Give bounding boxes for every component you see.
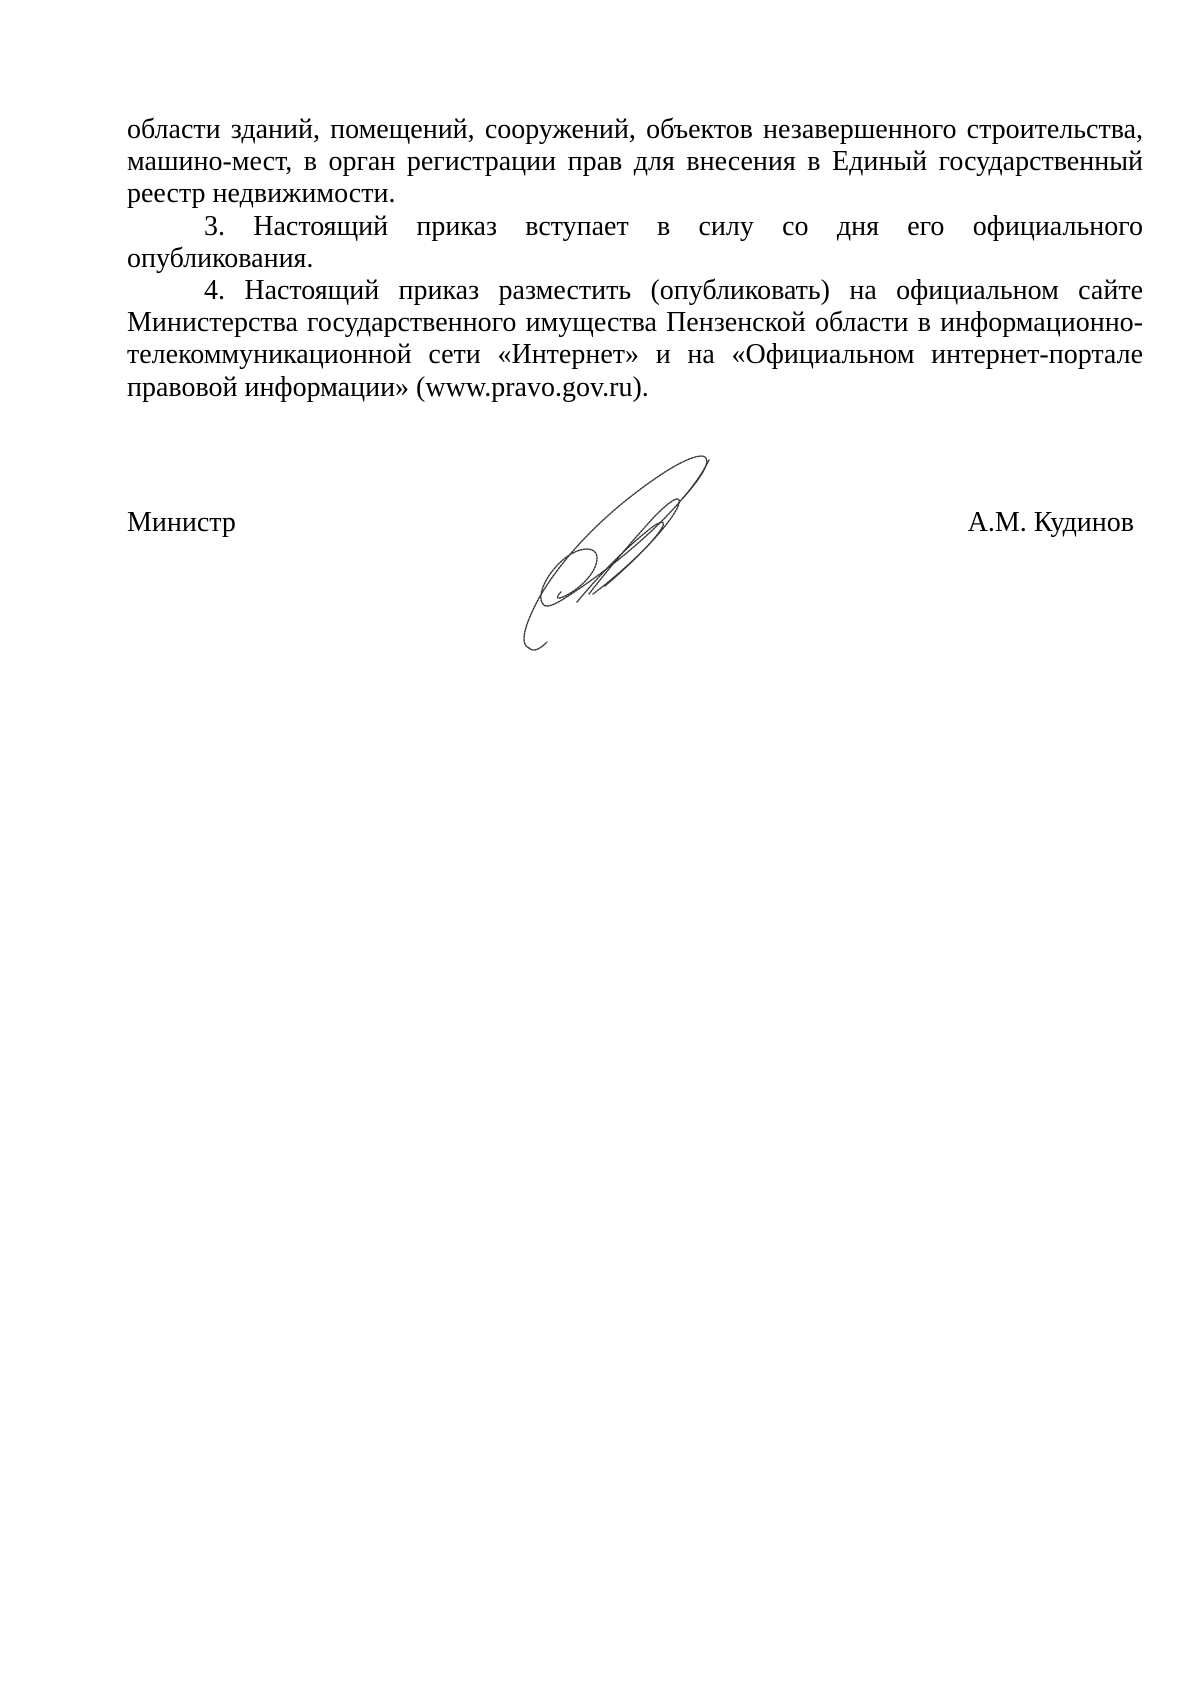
handwritten-signature: [505, 448, 745, 658]
signer-position: Министр: [127, 507, 236, 538]
paragraph-continuation: области зданий, помещений, сооружений, объектов незавершенного строительства, машино-мест, в орган регистрации прав для внесения в Единый государственный реестр недвижимости.: [127, 114, 1143, 210]
document-body: [127, 114, 1143, 404]
paragraph-item-3: 3. Настоящий приказ вступает в силу со дня его официального опубликования.: [127, 210, 1143, 274]
paragraph-item-4: 4. Настоящий приказ разместить (опубликовать) на официальном сайте Министерства государственного имущества Пензенской области в информационно-телекоммуникационной сети «Интернет» и на «Официальном интернет-портале правовой информации» (www.pravo.gov.ru).: [127, 275, 1143, 403]
signer-name: А.М. Кудинов: [967, 507, 1134, 538]
